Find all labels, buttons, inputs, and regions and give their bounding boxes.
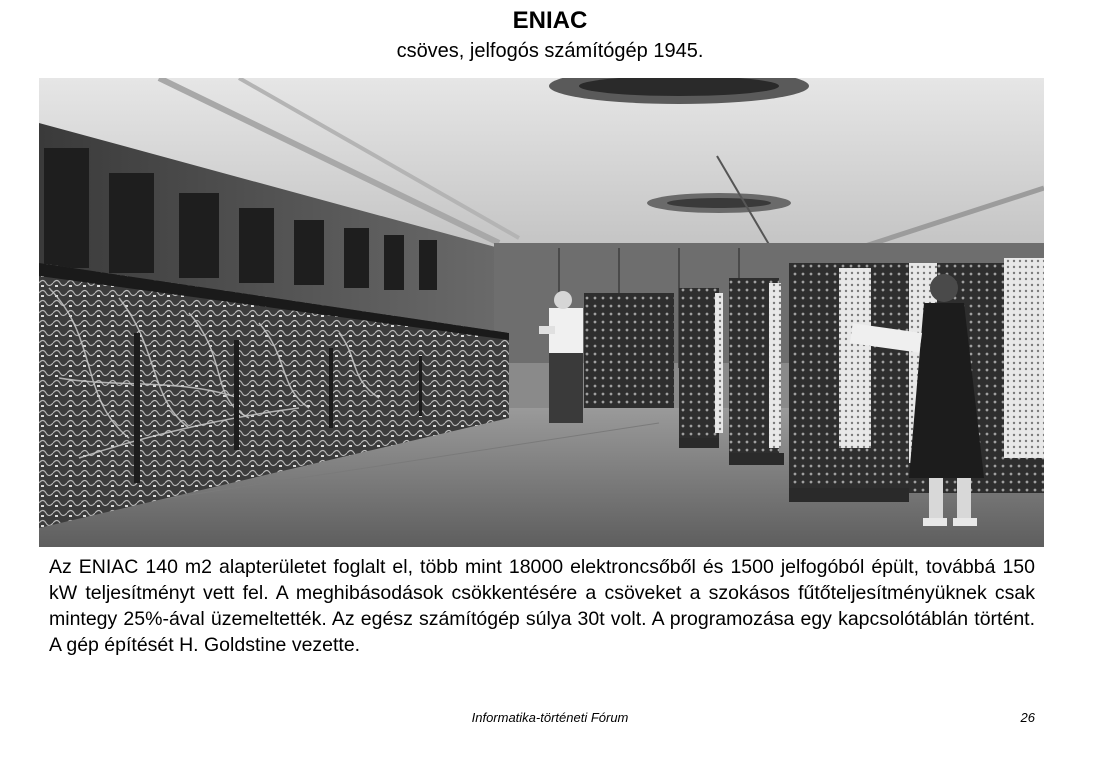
eniac-photo: [39, 78, 1044, 547]
description-text: Az ENIAC 140 m2 alapterületet foglalt el, több mint 18000 elektroncsőből és 1500 jelfogóból épült, továbbá 150 kW teljesítményt vett fel. A meghibásodások csökkentésére a csöveket a szokásos fűtőteljesítményüknek csak mintegy 25%-ával üzemeltették. Az egész számítógép súlya 30t volt. A programozása egy kapcsolótáblán történt. A gép építését H. Goldstine vezette.: [49, 556, 1035, 656]
slide-title: ENIAC: [512, 7, 588, 34]
slide-subtitle: csöves, jelfogós számítógép 1945.: [396, 40, 704, 62]
page-number: 26: [1020, 710, 1035, 725]
footer-text: Informatika-történeti Fórum: [471, 710, 629, 725]
